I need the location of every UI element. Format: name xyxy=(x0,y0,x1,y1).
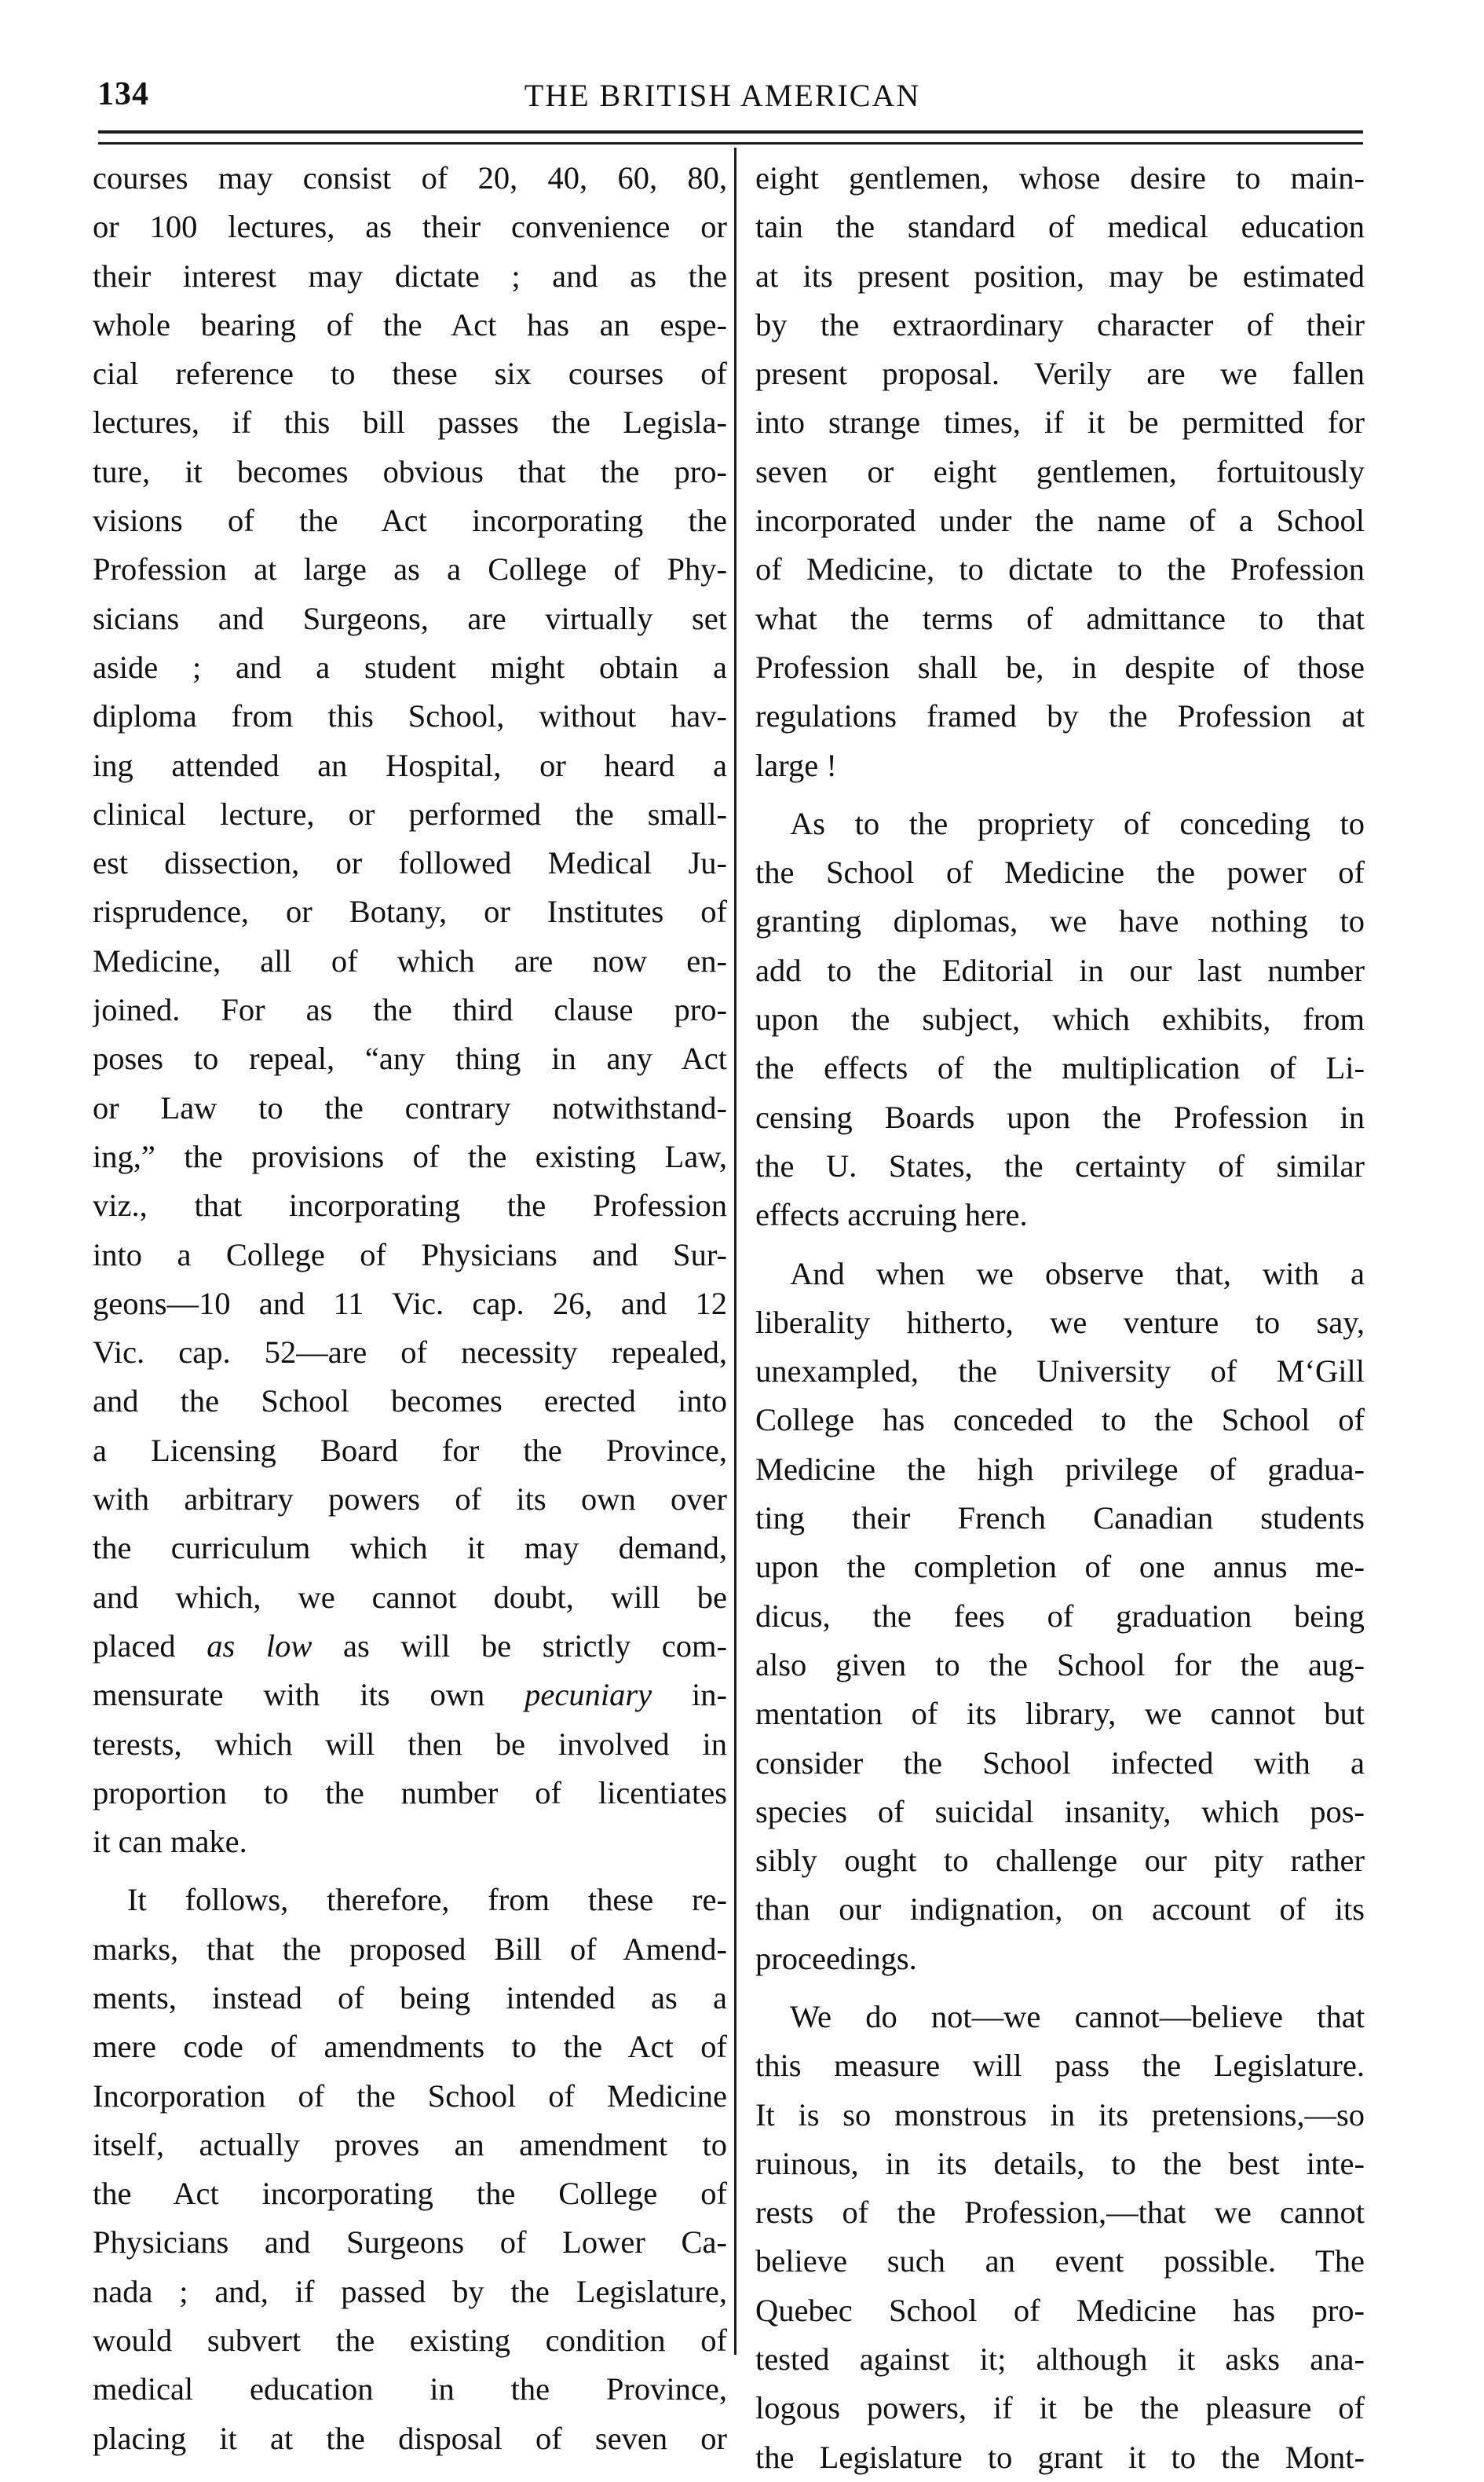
text-line: ture, it becomes obvious that the pro- xyxy=(93,453,727,489)
text-line: present proposal. Verily are we fallen xyxy=(755,356,1365,392)
text-line: itself, actually proves an amendment to xyxy=(93,2126,727,2162)
text-line: into a College of Physicians and Sur- xyxy=(93,1236,727,1272)
text-line: mentation of its library, we cannot but xyxy=(755,1696,1365,1732)
text-line: would subvert the existing condition of xyxy=(93,2323,727,2359)
text-line: We do not—we cannot—believe that xyxy=(790,1998,1365,2034)
text-line: Vic. cap. 52—are of necessity repealed, xyxy=(93,1334,727,1371)
header-rule-top xyxy=(98,130,1363,134)
text-line: consider the School infected with a xyxy=(755,1744,1365,1781)
text-line: censing Boards upon the Profession in xyxy=(755,1099,1365,1135)
text-line: believe such an event possible. The xyxy=(755,2243,1365,2279)
text-line: what the terms of admittance to that xyxy=(755,600,1365,636)
text-line: unexampled, the University of M‘Gill xyxy=(755,1353,1365,1389)
text-line: Medicine, all of which are now en- xyxy=(93,943,727,979)
page-number: 134 xyxy=(97,76,149,112)
text-line: sibly ought to challenge our pity rather xyxy=(755,1843,1365,1879)
text-line: Quebec School of Medicine has pro- xyxy=(755,2292,1365,2328)
text-line: Profession shall be, in despite of those xyxy=(755,649,1365,685)
text-line: As to the propriety of conceding to xyxy=(790,805,1365,841)
text-line: species of suicidal insanity, which pos- xyxy=(755,1793,1365,1829)
text-line: And when we observe that, with a xyxy=(790,1255,1365,1291)
text-line: the Act incorporating the College of xyxy=(93,2176,727,2212)
text-line: aside ; and a student might obtain a xyxy=(93,649,727,685)
text-line: the School of Medicine the power of xyxy=(755,855,1365,891)
text-line: tested against it; although it asks ana- xyxy=(755,2341,1365,2378)
text-line: and the School becomes erected into xyxy=(93,1383,727,1419)
text-line: cial reference to these six courses of xyxy=(93,356,727,392)
text-line: poses to repeal, “any thing in any Act xyxy=(93,1041,727,1077)
text-line: with arbitrary powers of its own over xyxy=(93,1481,727,1517)
emphasis-text: as low xyxy=(207,1627,313,1664)
text-line: rests of the Profession,—that we cannot xyxy=(755,2195,1365,2231)
text-line: joined. For as the third clause pro- xyxy=(93,992,727,1028)
text-line: marks, that the proposed Bill of Amend- xyxy=(93,1931,727,1967)
text-line: ting their French Canadian students xyxy=(755,1500,1365,1536)
text-line: geons—10 and 11 Vic. cap. 26, and 12 xyxy=(93,1285,727,1321)
text-line: into strange times, if it be permitted for xyxy=(755,405,1365,441)
text-line: add to the Editorial in our last number xyxy=(755,952,1365,988)
text-line: the effects of the multiplication of Li- xyxy=(755,1050,1365,1086)
text-line: proceedings. xyxy=(755,1940,917,1976)
text-line: seven or eight gentlemen, fortuitously xyxy=(755,453,1365,489)
text-line: eight gentlemen, whose desire to main- xyxy=(755,160,1365,196)
text-line: the curriculum which it may demand, xyxy=(93,1530,727,1566)
paragraph-gap xyxy=(755,1240,1365,1250)
text-line: and which, we cannot doubt, will be xyxy=(93,1579,727,1615)
text-line: College has conceded to the School of xyxy=(755,1402,1365,1438)
text-line: at its present position, may be estimated xyxy=(755,258,1365,294)
text-line: the U. States, the certainty of similar xyxy=(755,1148,1365,1184)
text-line: viz., that incorporating the Profession xyxy=(93,1188,727,1224)
text-line: placed as low as will be strictly com- xyxy=(93,1627,727,1664)
text-line: clinical lecture, or performed the small- xyxy=(93,796,727,832)
text-line: effects accruing here. xyxy=(755,1197,1028,1233)
running-title: THE BRITISH AMERICAN xyxy=(524,78,921,113)
text-line: of Medicine, to dictate to the Profession xyxy=(755,551,1365,588)
text-line: whole bearing of the Act has an espe- xyxy=(93,306,727,342)
text-line: upon the subject, which exhibits, from xyxy=(755,1001,1365,1038)
text-line: also given to the School for the aug- xyxy=(755,1646,1365,1682)
emphasis-text: pecuniary xyxy=(525,1677,652,1713)
text-line: medical education in the Province, xyxy=(93,2371,727,2407)
text-line: placing it at the disposal of seven or xyxy=(93,2420,727,2456)
text-line: terests, which will then be involved in xyxy=(93,1726,727,1762)
left-column xyxy=(93,154,727,2463)
text-line: granting diplomas, we have nothing to xyxy=(755,903,1365,939)
text-line: est dissection, or followed Medical Ju- xyxy=(93,845,727,881)
paragraph-gap xyxy=(93,1866,727,1876)
text-line: this measure will pass the Legislature. xyxy=(755,2048,1365,2084)
text-line: proportion to the number of licentiates xyxy=(93,1774,727,1810)
text-line: Physicians and Surgeons of Lower Ca- xyxy=(93,2224,727,2261)
text-line: than our indignation, on account of its xyxy=(755,1891,1365,1927)
text-line: dicus, the fees of graduation being xyxy=(755,1598,1365,1634)
text-line: mere code of amendments to the Act of xyxy=(93,2029,727,2065)
header-rule-bottom xyxy=(98,142,1363,145)
text-line: upon the completion of one annus me- xyxy=(755,1549,1365,1585)
text-line: It follows, therefore, from these re- xyxy=(127,1882,727,1918)
text-line: by the extraordinary character of their xyxy=(755,306,1365,342)
text-line: risprudence, or Botany, or Institutes of xyxy=(93,894,727,930)
text-line: or Law to the contrary notwithstand- xyxy=(93,1089,727,1126)
paragraph-gap xyxy=(755,790,1365,800)
text-line: mensurate with its own pecuniary in- xyxy=(93,1677,727,1713)
text-line: or 100 lectures, as their convenience or xyxy=(93,209,727,245)
text-line: courses may consist of 20, 40, 60, 80, xyxy=(93,160,727,196)
text-line: ruinous, in its details, to the best inte- xyxy=(755,2145,1365,2181)
text-line: It is so monstrous in its pretensions,—so xyxy=(755,2096,1365,2132)
text-line: Medicine the high privilege of gradua- xyxy=(755,1451,1365,1487)
text-line: Incorporation of the School of Medicine xyxy=(93,2077,727,2114)
right-column xyxy=(755,154,1365,2482)
text-line: regulations framed by the Profession at xyxy=(755,698,1365,734)
text-line: the Legislature to grant it to the Mont- xyxy=(755,2439,1365,2475)
text-line: nada ; and, if passed by the Legislature, xyxy=(93,2273,727,2309)
text-line: incorporated under the name of a School xyxy=(755,503,1365,539)
text-line: their interest may dictate ; and as the xyxy=(93,258,727,294)
text-line: lectures, if this bill passes the Legisla- xyxy=(93,405,727,441)
text-line: ments, instead of being intended as a xyxy=(93,1979,727,2015)
text-line: diploma from this School, without hav- xyxy=(93,698,727,734)
text-line: Profession at large as a College of Phy- xyxy=(93,551,727,588)
text-line: tain the standard of medical education xyxy=(755,209,1365,245)
text-line: ing attended an Hospital, or heard a xyxy=(93,747,727,783)
text-line: large ! xyxy=(755,747,837,783)
paragraph-gap xyxy=(755,1983,1365,1993)
text-line: sicians and Surgeons, are virtually set xyxy=(93,600,727,636)
text-line: a Licensing Board for the Province, xyxy=(93,1432,727,1468)
text-line: visions of the Act incorporating the xyxy=(93,503,727,539)
text-line: logous powers, if it be the pleasure of xyxy=(755,2390,1365,2426)
column-divider xyxy=(734,148,737,2355)
text-line: ing,” the provisions of the existing Law, xyxy=(93,1138,727,1174)
text-line: liberality hitherto, we venture to say, xyxy=(755,1304,1365,1340)
text-line: it can make. xyxy=(93,1824,247,1860)
